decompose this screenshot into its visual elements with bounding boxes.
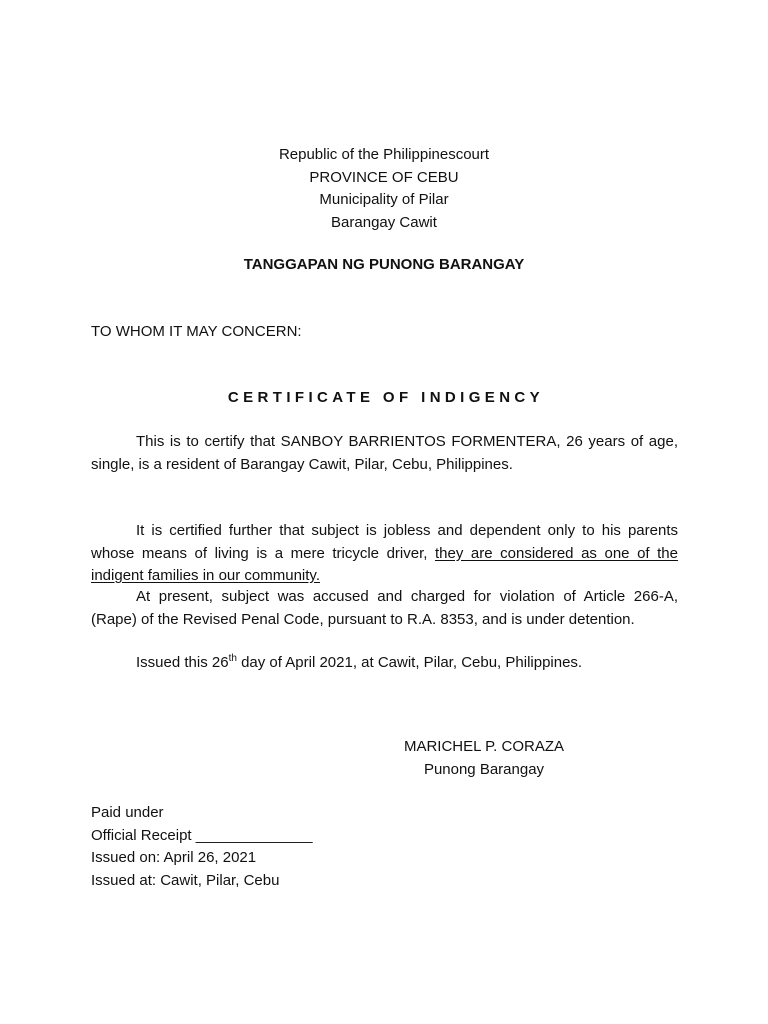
payment-details [91,802,313,892]
paragraph-indigency-text [91,520,678,588]
issuance-ordinal: th [228,653,237,664]
issuance-before: Issued this 26 [136,654,229,671]
paragraph-residency [91,431,678,476]
paragraph-residency-text: This is to certify that SANBOY BARRIENTOS FORMENTERA, 26 years of age, single, is a resident of Barangay Cawit, Pilar, Cebu, Philippines. [91,433,678,473]
signatory-title: Punong Barangay [423,760,545,778]
office-title: TANGGAPAN NG PUNONG BARANGAY [243,256,525,273]
indigency-underlined-text: they are considered as one of the indigent families in our community. [91,544,678,584]
paid-under: Paid under [91,804,164,821]
paragraph-detention-text: At present, subject was accused and charged for violation of Article 266-A, (Rape) of the Revised Penal Code, pursuant to R.A. 8353, and is under detention. [91,588,678,628]
paragraph-detention [91,586,678,631]
header-barangay: Barangay Cawit [331,213,437,231]
paragraph-indigency [91,520,678,588]
signatory-name: MARICHEL P. CORAZA [403,738,565,755]
signatory-block [364,736,604,781]
header-republic: Republic of the Philippinescourt [278,146,490,163]
issuance-after: day of April 2021, at Cawit, Pilar, Cebu, Philippines. [236,654,583,671]
document-header [0,144,768,234]
official-receipt-line: Official Receipt ______________ [91,826,313,844]
header-municipality: Municipality of Pilar [319,191,449,208]
salutation: TO WHOM IT MAY CONCERN: [91,323,302,340]
paragraph-issuance-text [91,652,678,675]
indigency-plain-text: It is certified further that subject is jobless and dependent only to his parents whose means of living is a mere tricycle driver, [91,522,678,562]
paragraph-issuance [91,652,678,675]
header-province: PROVINCE OF CEBU [309,168,459,186]
issued-on: Issued on: April 26, 2021 [91,849,257,866]
certificate-title: CERTIFICATE OF INDIGENCY [227,389,545,406]
issued-at: Issued at: Cawit, Pilar, Cebu [91,871,280,889]
